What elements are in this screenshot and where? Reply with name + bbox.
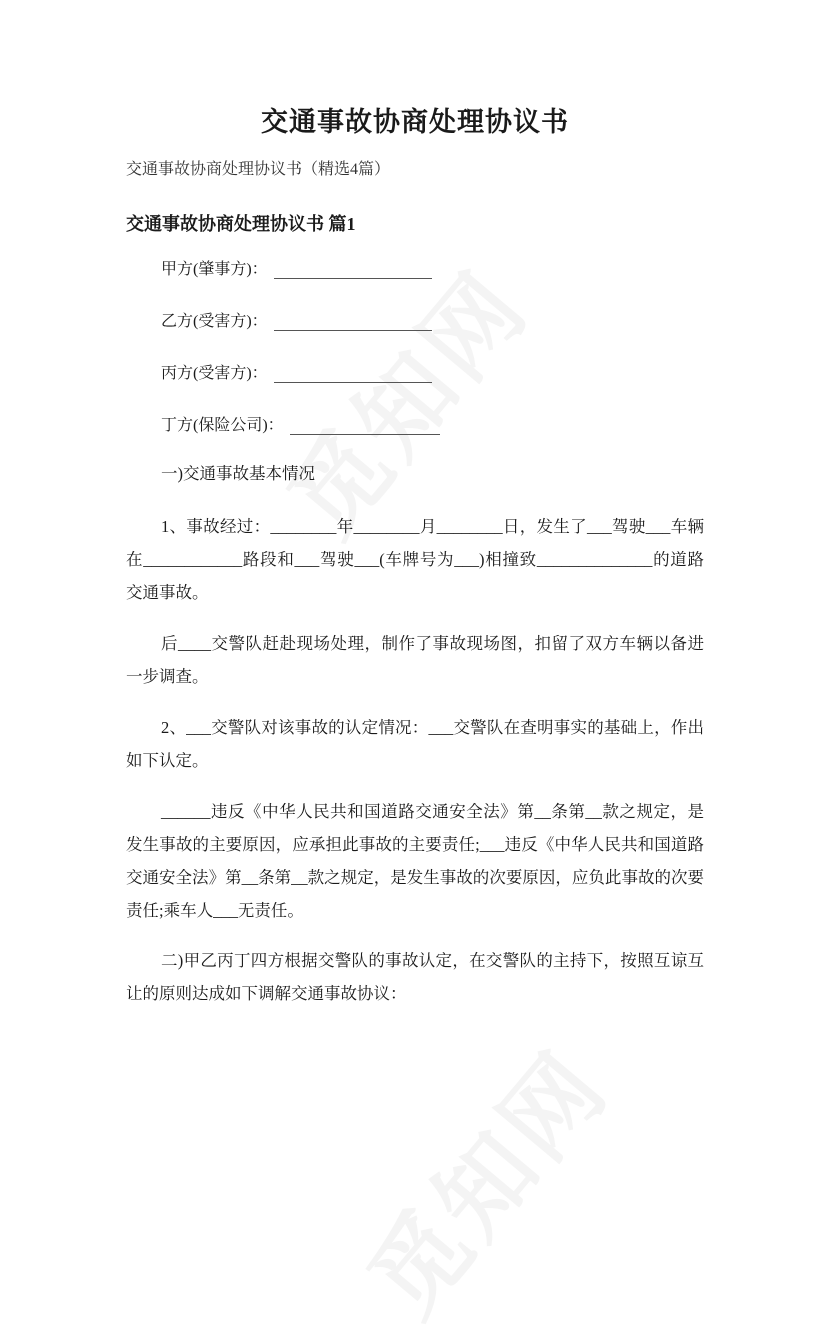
party-b-label: 乙方(受害方)： (161, 313, 268, 330)
party-c-field (161, 360, 432, 383)
party-a-label: 甲方(肇事方)： (161, 261, 268, 278)
party-c-label: 丙方(受害方)： (161, 365, 268, 382)
party-d-label: 丁方(保险公司)： (161, 417, 284, 434)
paragraph-liability: ______违反《中华人民共和国道路交通安全法》第__条第__款之规定，是发生事故的主要原因，应承担此事故的主要责任;___违反《中华人民共和国道路交通安全法》第__条第__款之规定，是发生事故的次要原因，应负此事故的次要责任;乘车人___无责任。 (126, 802, 704, 920)
party-c-blank (274, 364, 432, 383)
party-b-field (161, 308, 432, 331)
document-title: 交通事故协商处理协议书 (261, 107, 569, 137)
party-a-field (161, 256, 432, 279)
watermark (332, 1017, 634, 1339)
party-d-blank (290, 416, 440, 435)
paragraph-mediation-agreement: 二)甲乙丙丁四方根据交警队的事故认定，在交警队的主持下，按照互谅互让的原则达成如下调解交通事故协议： (126, 951, 704, 1003)
party-b-blank (274, 312, 432, 331)
party-d-field (161, 412, 440, 435)
heading-basic-situation: 一)交通事故基本情况 (161, 464, 315, 483)
paragraph-police-response: 后____交警队赶赴现场处理，制作了事故现场图，扣留了双方车辆以备进一步调查。 (126, 634, 704, 686)
party-a-blank (274, 260, 432, 279)
section-title: 交通事故协商处理协议书 篇1 (126, 214, 356, 234)
paragraph-determination: 2、___交警队对该事故的认定情况：___交警队在查明事实的基础上，作出如下认定。 (126, 718, 704, 770)
paragraph-accident-process: 1、事故经过：________年________月________日，发生了___驾驶___车辆在____________路段和___驾驶___(车牌号为___)相撞致______________的道路交通事故。 (126, 517, 704, 602)
document-subtitle: 交通事故协商处理协议书（精选4篇） (126, 161, 391, 178)
